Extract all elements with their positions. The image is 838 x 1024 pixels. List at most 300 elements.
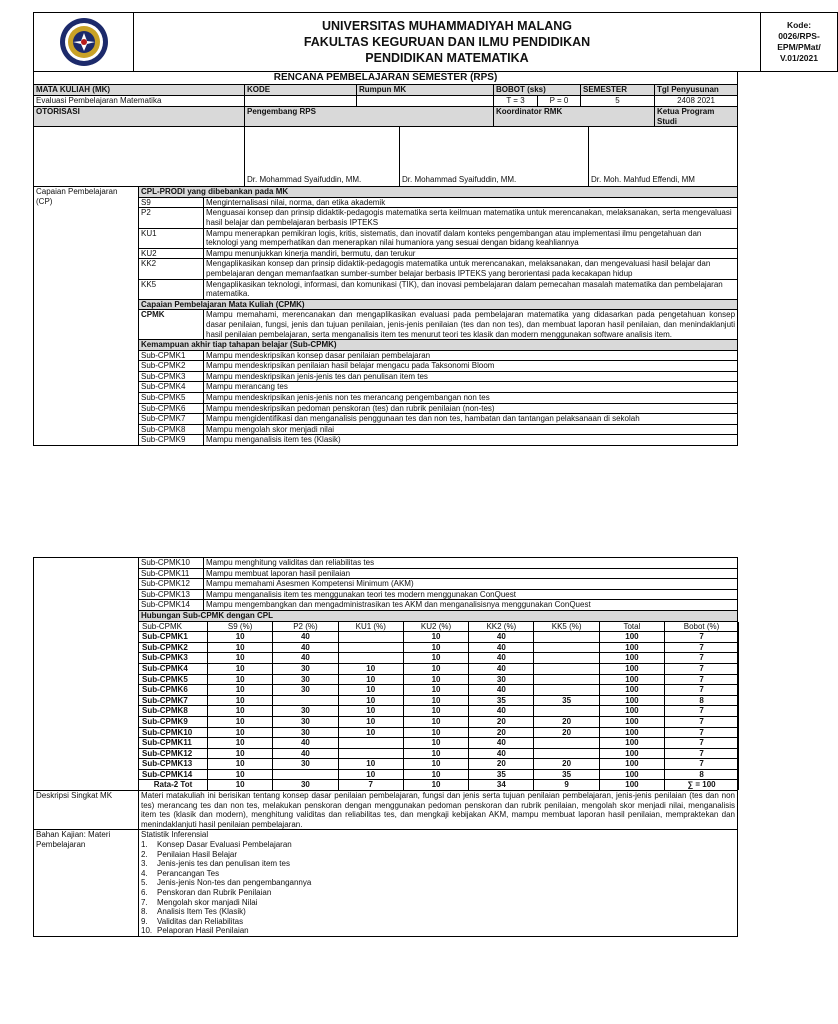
sub-cpmk-code: Sub-CPMK12 bbox=[139, 579, 204, 590]
sub-cpmk-code: Sub-CPMK1 bbox=[139, 350, 204, 361]
sub-cpmk-row bbox=[34, 403, 738, 414]
weight-cell: 10 bbox=[338, 769, 403, 780]
label-capaian: Capaian Pembelajaran (CP) bbox=[34, 187, 139, 446]
weight-column-header: KU2 (%) bbox=[403, 622, 468, 632]
label-deskripsi: Deskripsi Singkat MK bbox=[34, 791, 139, 830]
weight-cell bbox=[534, 685, 599, 696]
weight-cell: 30 bbox=[469, 674, 534, 685]
bahan-item-number: 1. bbox=[141, 840, 148, 850]
weight-cell: 10 bbox=[208, 642, 273, 653]
bahan-item-text: Penskoran dan Rubrik Penilaian bbox=[157, 888, 272, 897]
weight-cell: 10 bbox=[208, 727, 273, 738]
weight-cell: 100 bbox=[599, 653, 664, 664]
weight-cell bbox=[338, 632, 403, 643]
weight-column-header: KK2 (%) bbox=[469, 622, 534, 632]
weight-cell: 10 bbox=[403, 663, 468, 674]
tgl-value: 2408 2021 bbox=[655, 96, 738, 107]
weight-cell: 10 bbox=[338, 663, 403, 674]
weight-cell: 10 bbox=[403, 769, 468, 780]
bahan-item-number: 5. bbox=[141, 878, 148, 888]
sub-cpmk-header: Kemampuan akhir tiap tahapan belajar (Sub-CPMK) bbox=[139, 340, 738, 351]
cpmk-row bbox=[34, 310, 738, 340]
label-koordinator: Koordinator RMK bbox=[494, 107, 655, 127]
weight-cell: 30 bbox=[273, 685, 338, 696]
weight-cell: 100 bbox=[599, 769, 664, 780]
weight-cell: 100 bbox=[599, 759, 664, 770]
bahan-item bbox=[141, 917, 735, 927]
bahan-item-number: 3. bbox=[141, 859, 148, 869]
weight-row-label: Sub-CPMK5 bbox=[139, 674, 208, 685]
cpl-code: KU2 bbox=[139, 248, 204, 259]
weight-row-label: Sub-CPMK2 bbox=[139, 642, 208, 653]
koordinator-signature bbox=[400, 127, 589, 187]
weight-cell: 100 bbox=[599, 706, 664, 717]
weight-cell: 100 bbox=[599, 716, 664, 727]
weight-cell: 8 bbox=[665, 695, 739, 706]
code-line: V.01/2021 bbox=[780, 53, 818, 63]
university-seal-logo bbox=[59, 17, 109, 67]
weight-cell: 7 bbox=[665, 663, 739, 674]
weight-cell: 100 bbox=[599, 685, 664, 696]
cpl-row bbox=[34, 197, 738, 208]
bahan-item-number: 8. bbox=[141, 907, 148, 917]
weight-cell: 7 bbox=[665, 738, 739, 749]
document-code bbox=[761, 13, 838, 72]
bahan-item-text: Konsep Dasar Evaluasi Pembelajaran bbox=[157, 840, 292, 850]
weight-row bbox=[139, 632, 739, 643]
bahan-item-number: 6. bbox=[141, 888, 148, 897]
bahan-item-text: Validitas dan Reliabilitas bbox=[157, 916, 244, 926]
weight-cell bbox=[273, 769, 338, 780]
cpl-code: P2 bbox=[139, 208, 204, 228]
weight-cell: 10 bbox=[208, 738, 273, 749]
weight-cell: 7 bbox=[665, 759, 739, 770]
faculty-name: FAKULTAS KEGURUAN DAN ILMU PENDIDIKAN bbox=[303, 35, 591, 49]
weight-cell: 10 bbox=[403, 780, 468, 790]
sub-cpmk-row bbox=[34, 435, 738, 446]
weight-cell: 40 bbox=[273, 653, 338, 664]
weight-cell: 10 bbox=[403, 642, 468, 653]
deskripsi-table bbox=[33, 790, 738, 937]
bahan-item-number: 4. bbox=[141, 868, 148, 878]
weight-cell: 30 bbox=[273, 727, 338, 738]
weight-cell: 10 bbox=[403, 653, 468, 664]
weight-column-header: P2 (%) bbox=[273, 622, 338, 632]
koordinator-name: Dr. Mohammad Syaifuddin, MM. bbox=[402, 174, 517, 184]
weight-row bbox=[139, 759, 739, 770]
weight-cell bbox=[534, 748, 599, 759]
weight-row-label: Sub-CPMK4 bbox=[139, 663, 208, 674]
weight-row bbox=[139, 674, 739, 685]
weight-table bbox=[139, 622, 739, 791]
weight-cell: 100 bbox=[599, 674, 664, 685]
code-line: EPM/PMat/ bbox=[777, 42, 821, 52]
weight-cell: 10 bbox=[403, 727, 468, 738]
weight-row bbox=[139, 653, 739, 664]
rps-page-1 bbox=[33, 12, 821, 446]
hubungan-header-row bbox=[34, 610, 738, 621]
bahan-item-number: 2. bbox=[141, 849, 148, 859]
bahan-item-text: Analisis Item Tes (Klasik) bbox=[157, 907, 246, 917]
pengembang-signature bbox=[245, 127, 400, 187]
bahan-item bbox=[141, 869, 735, 879]
cpl-header: CPL-PRODI yang dibebankan pada MK bbox=[139, 187, 738, 198]
weight-cell: 10 bbox=[338, 716, 403, 727]
weight-header-row bbox=[139, 622, 739, 632]
cpl-code: KK5 bbox=[139, 279, 204, 299]
bahan-item bbox=[141, 850, 735, 860]
sub-cpmk-code: Sub-CPMK3 bbox=[139, 371, 204, 382]
cpl-text: Menguasai konsep dan prinsip didaktik-pedagogis matematika serta keilmuan matematika untuk merencanakan, melaksanakan, serta mengevaluasi hasil belajar dan pembelajaran berbasis IPTEKS bbox=[204, 208, 738, 228]
weight-cell: 10 bbox=[403, 716, 468, 727]
weight-column-header: KU1 (%) bbox=[338, 622, 403, 632]
weight-cell: 10 bbox=[403, 748, 468, 759]
weight-cell: 40 bbox=[469, 748, 534, 759]
cpl-text: Menginternalisasi nilai, norma, dan etika akademik bbox=[204, 197, 738, 208]
weight-cell: 10 bbox=[208, 674, 273, 685]
sub-cpmk-code: Sub-CPMK6 bbox=[139, 403, 204, 414]
institution-heading bbox=[134, 13, 761, 72]
weight-cell: 10 bbox=[208, 748, 273, 759]
otorisasi-blank bbox=[34, 127, 245, 187]
cpmk-header-row bbox=[34, 299, 738, 310]
sub-cpmk-code: Sub-CPMK5 bbox=[139, 393, 204, 404]
bahan-item bbox=[141, 926, 735, 936]
weight-cell bbox=[534, 653, 599, 664]
sub-cpmk-text: Mampu menghitung validitas dan reliabilitas tes bbox=[204, 558, 738, 569]
code-label: Kode: bbox=[786, 20, 812, 30]
sub-cpmk-text: Mampu membuat laporan hasil penilaian bbox=[204, 568, 738, 579]
weight-cell: 7 bbox=[338, 780, 403, 790]
weight-cell: 10 bbox=[208, 632, 273, 643]
weight-row-label: Sub-CPMK8 bbox=[139, 706, 208, 717]
weight-cell: 34 bbox=[469, 780, 534, 790]
bahan-item-text: Penilaian Hasil Belajar bbox=[157, 849, 238, 859]
sub-cpmk-row bbox=[34, 393, 738, 404]
weight-table-cell bbox=[139, 621, 738, 791]
capaian-table-continued bbox=[33, 557, 738, 791]
weight-cell: 10 bbox=[208, 780, 273, 790]
bahan-item-text: Jenis-jenis Non-tes dan pengembangannya bbox=[157, 878, 312, 888]
hubungan-header: Hubungan Sub-CPMK dengan CPL bbox=[139, 610, 738, 621]
weight-cell: 100 bbox=[599, 642, 664, 653]
weight-cell: 10 bbox=[338, 674, 403, 685]
weight-cell: 30 bbox=[273, 663, 338, 674]
weight-cell: 30 bbox=[273, 706, 338, 717]
document-title: RENCANA PEMBELAJARAN SEMESTER (RPS) bbox=[34, 72, 738, 85]
sub-cpmk-row bbox=[34, 424, 738, 435]
weight-cell: 10 bbox=[208, 706, 273, 717]
weight-cell: 40 bbox=[469, 642, 534, 653]
sub-cpmk-row bbox=[34, 350, 738, 361]
weight-cell: 7 bbox=[665, 727, 739, 738]
weight-cell: 40 bbox=[469, 632, 534, 643]
sub-cpmk-row bbox=[34, 568, 738, 579]
weight-cell: 8 bbox=[665, 769, 739, 780]
sub-cpmk-code: Sub-CPMK11 bbox=[139, 568, 204, 579]
label-kode: KODE bbox=[245, 85, 357, 96]
program-name: PENDIDIKAN MATEMATIKA bbox=[365, 51, 529, 65]
bahan-item-number: 7. bbox=[141, 897, 148, 907]
bahan-item-text: Pelaporan Hasil Penilaian bbox=[157, 926, 249, 936]
weight-column-header: S9 (%) bbox=[208, 622, 273, 632]
weight-cell: 40 bbox=[469, 738, 534, 749]
weight-table-row bbox=[34, 621, 738, 791]
bahan-item bbox=[141, 898, 735, 908]
bahan-item-text: Mengolah skor manjadi Nilai bbox=[157, 897, 258, 907]
weight-row bbox=[139, 695, 739, 706]
weight-column-header: KK5 (%) bbox=[534, 622, 599, 632]
sub-cpmk-text: Mampu mendeskripsikan pedoman penskoran (tes) dan rubrik penilaian (non-tes) bbox=[204, 403, 738, 414]
weight-row-label: Sub-CPMK10 bbox=[139, 727, 208, 738]
weight-cell: 10 bbox=[403, 674, 468, 685]
cpmk-code: CPMK bbox=[139, 310, 204, 340]
code-line: 0026/RPS- bbox=[778, 31, 820, 41]
sub-cpmk-text: Mampu mengolah skor menjadi nilai bbox=[204, 424, 738, 435]
weight-row-label: Sub-CPMK12 bbox=[139, 748, 208, 759]
weight-cell: 9 bbox=[534, 780, 599, 790]
cpl-row bbox=[34, 208, 738, 228]
weight-row-label: Sub-CPMK14 bbox=[139, 769, 208, 780]
cpl-text: Mampu menunjukkan kinerja mandiri, bermutu, dan terukur bbox=[204, 248, 738, 259]
sub-cpmk-row bbox=[34, 579, 738, 590]
weight-row-label: Sub-CPMK7 bbox=[139, 695, 208, 706]
weight-cell: 10 bbox=[208, 653, 273, 664]
weight-cell: 35 bbox=[534, 695, 599, 706]
weight-cell: 100 bbox=[599, 632, 664, 643]
weight-column-header: Sub-CPMK bbox=[139, 622, 208, 632]
sub-cpmk-text: Mampu mendeskripsikan konsep dasar penilaian pembelajaran bbox=[204, 350, 738, 361]
capaian-table bbox=[33, 186, 738, 446]
weight-cell: 40 bbox=[273, 632, 338, 643]
weight-cell bbox=[534, 663, 599, 674]
label-otorisasi: OTORISASI bbox=[34, 107, 245, 127]
weight-cell: 35 bbox=[534, 769, 599, 780]
deskripsi-text: Materi matakuliah ini berisikan tentang konsep dasar penilaian pembelajaran, fungsi dan jenis serta tujuan penilaian pembelajaran, jenis-jenis penilaian (tes dan non tes) merancang tes dan non tes, melakukan penskoran dengan menggunakan pedoman penskoran dan rubrik penilaian, mengolah skor menjadi nilai, menganalisis item tes (klasik dan modern), menghitung validitas dan reliabilitas tes, dan mengkaji kebijakan AKM, mampu membuat laporan hasil penilaian, mempraktekan dan menindaklanjuti hasil penilaian pembelajaran. bbox=[139, 791, 738, 830]
weight-cell: 20 bbox=[534, 716, 599, 727]
weight-cell: 100 bbox=[599, 780, 664, 790]
cpl-row bbox=[34, 279, 738, 299]
weight-cell: 100 bbox=[599, 738, 664, 749]
cpl-code: KU1 bbox=[139, 228, 204, 248]
sub-cpmk-code: Sub-CPMK10 bbox=[139, 558, 204, 569]
weight-cell: 10 bbox=[338, 685, 403, 696]
sub-cpmk-text: Mampu mengembangkan dan mengadministrasikan tes AKM dan menganalisisnya menggunakan ConQuest bbox=[204, 600, 738, 611]
weight-cell: 10 bbox=[208, 716, 273, 727]
sub-cpmk-code: Sub-CPMK2 bbox=[139, 361, 204, 372]
weight-row bbox=[139, 642, 739, 653]
bahan-list bbox=[141, 840, 735, 936]
label-semester: SEMESTER bbox=[581, 85, 655, 96]
weight-row-label: Sub-CPMK11 bbox=[139, 738, 208, 749]
ketua-signature bbox=[589, 127, 738, 187]
weight-cell: 10 bbox=[338, 706, 403, 717]
weight-cell: ∑ = 100 bbox=[665, 780, 739, 790]
weight-cell: 10 bbox=[403, 738, 468, 749]
weight-row bbox=[139, 780, 739, 790]
cpmk-header: Capaian Pembelajaran Mata Kuliah (CPMK) bbox=[139, 299, 738, 310]
bobot-teori: T = 3 bbox=[494, 96, 538, 107]
bobot-praktik: P = 0 bbox=[538, 96, 581, 107]
sub-cpmk-text: Mampu menganalisis item tes menggunakan teori tes modern menggunakan ConQuest bbox=[204, 589, 738, 600]
weight-row-label: Sub-CPMK13 bbox=[139, 759, 208, 770]
weight-row bbox=[139, 716, 739, 727]
weight-cell: 7 bbox=[665, 674, 739, 685]
weight-cell: 35 bbox=[469, 695, 534, 706]
weight-row bbox=[139, 663, 739, 674]
bahan-item bbox=[141, 888, 735, 898]
weight-cell bbox=[534, 738, 599, 749]
cpl-row bbox=[34, 248, 738, 259]
sub-cpmk-row bbox=[34, 361, 738, 372]
ketua-name: Dr. Moh. Mahfud Effendi, MM bbox=[591, 174, 695, 184]
weight-row-label: Sub-CPMK1 bbox=[139, 632, 208, 643]
sub-cpmk-row bbox=[34, 382, 738, 393]
weight-cell: 40 bbox=[273, 642, 338, 653]
weight-cell: 100 bbox=[599, 727, 664, 738]
logo-cell bbox=[34, 13, 134, 72]
weight-cell bbox=[534, 674, 599, 685]
cpl-text: Mengaplikasikan teknologi, informasi, dan komunikasi (TIK), dan inovasi pembelajaran dalam pemecahan masalah matematika dan pembelajaran matematika. bbox=[204, 279, 738, 299]
weight-cell: 10 bbox=[208, 759, 273, 770]
weight-cell: 10 bbox=[208, 769, 273, 780]
rps-page-2 bbox=[33, 557, 737, 937]
weight-cell: 40 bbox=[469, 706, 534, 717]
capaian-continued-blank bbox=[34, 558, 139, 791]
label-tgl: Tgl Penyusunan bbox=[655, 85, 738, 96]
weight-cell: 20 bbox=[469, 759, 534, 770]
bahan-item bbox=[141, 907, 735, 917]
cpl-code: S9 bbox=[139, 197, 204, 208]
sub-cpmk-row bbox=[34, 600, 738, 611]
weight-row bbox=[139, 738, 739, 749]
sub-cpmk-row bbox=[34, 589, 738, 600]
bahan-item bbox=[141, 859, 735, 869]
weight-cell: 10 bbox=[403, 706, 468, 717]
sub-cpmk-text: Mampu mengidentifikasi dan menganalisis penggunaan tes dan non tes, hambatan dan tantangan pelaksanaan di sekolah bbox=[204, 414, 738, 425]
weight-cell: 30 bbox=[273, 780, 338, 790]
weight-cell: 7 bbox=[665, 716, 739, 727]
cpl-text: Mampu menerapkan pemikiran logis, kritis, sistematis, dan inovatif dalam konteks pengembangan atau implementasi ilmu pengetahuan dan teknologi yang memperhatikan dan menerapkan nilai humaniora yang sesuai dengan bidang keahliannya bbox=[204, 228, 738, 248]
weight-cell bbox=[534, 706, 599, 717]
sub-cpmk-code: Sub-CPMK14 bbox=[139, 600, 204, 611]
bahan-intro: Statistik Inferensial bbox=[141, 830, 209, 840]
sub-cpmk-row bbox=[34, 558, 738, 569]
weight-cell: 100 bbox=[599, 663, 664, 674]
weight-cell: 20 bbox=[469, 727, 534, 738]
course-kode bbox=[245, 96, 357, 107]
weight-row bbox=[139, 685, 739, 696]
cpmk-text: Mampu memahami, merencanakan dan mengaplikasikan evaluasi pada pembelajaran matematika yang didasarkan pada pengetahuan konsep dasar penilaian, fungsi, jenis dan tujuan penilaian, jenis-jenis penilaian (tes dan non tes), dan membuat laporan hasil penilaian, dan menindaklanjuti hasil penilaian pembelajaran, serta menganalisis item tes menurut teori tes klasik dan modern menggunakan software analisis item. bbox=[204, 310, 738, 340]
weight-row bbox=[139, 748, 739, 759]
weight-cell: 10 bbox=[403, 759, 468, 770]
bahan-item-number: 9. bbox=[141, 916, 148, 926]
sub-cpmk-text: Mampu mendeskripsikan penilaian hasil belajar mengacu pada Taksonomi Bloom bbox=[204, 361, 738, 372]
weight-cell: 40 bbox=[273, 738, 338, 749]
label-pengembang: Pengembang RPS bbox=[245, 107, 494, 127]
weight-row-label: Sub-CPMK3 bbox=[139, 653, 208, 664]
sub-cpmk-code: Sub-CPMK8 bbox=[139, 424, 204, 435]
sub-cpmk-text: Mampu merancang tes bbox=[204, 382, 738, 393]
cpl-row bbox=[34, 259, 738, 279]
weight-cell: 10 bbox=[208, 663, 273, 674]
sub-cpmk-text: Mampu mendeskripsikan jenis-jenis tes dan penulisan item tes bbox=[204, 371, 738, 382]
sub-cpmk-code: Sub-CPMK4 bbox=[139, 382, 204, 393]
cpl-code: KK2 bbox=[139, 259, 204, 279]
weight-column-header: Bobot (%) bbox=[665, 622, 739, 632]
bahan-kajian bbox=[139, 830, 738, 937]
university-name: UNIVERSITAS MUHAMMADIYAH MALANG bbox=[322, 19, 572, 33]
bahan-item-text: Jenis-jenis tes dan penulisan item tes bbox=[157, 859, 290, 869]
weight-cell: 100 bbox=[599, 695, 664, 706]
sub-cpmk-header-row bbox=[34, 340, 738, 351]
bahan-item-number: 10. bbox=[141, 926, 153, 936]
weight-cell: 7 bbox=[665, 706, 739, 717]
weight-cell bbox=[338, 653, 403, 664]
weight-cell: 10 bbox=[208, 695, 273, 706]
weight-column-header: Total bbox=[599, 622, 664, 632]
bahan-item bbox=[141, 840, 735, 850]
label-ketua: Ketua Program Studi bbox=[655, 107, 738, 127]
label-bahan: Bahan Kajian: Materi Pembelajaran bbox=[34, 830, 139, 937]
weight-row-label: Sub-CPMK6 bbox=[139, 685, 208, 696]
weight-row bbox=[139, 769, 739, 780]
weight-cell: 40 bbox=[469, 663, 534, 674]
weight-cell: 10 bbox=[403, 632, 468, 643]
sub-cpmk-code: Sub-CPMK9 bbox=[139, 435, 204, 446]
bahan-item bbox=[141, 878, 735, 888]
weight-cell: 20 bbox=[534, 759, 599, 770]
weight-cell: 40 bbox=[273, 748, 338, 759]
weight-cell bbox=[338, 738, 403, 749]
weight-row-label: Rata-2 Tot bbox=[139, 780, 208, 790]
weight-cell: 10 bbox=[338, 759, 403, 770]
sub-cpmk-code: Sub-CPMK7 bbox=[139, 414, 204, 425]
weight-cell: 7 bbox=[665, 642, 739, 653]
sub-cpmk-row bbox=[34, 414, 738, 425]
weight-cell: 20 bbox=[534, 727, 599, 738]
weight-cell bbox=[273, 695, 338, 706]
weight-cell: 20 bbox=[469, 716, 534, 727]
course-rumpun bbox=[357, 96, 494, 107]
semester-value: 5 bbox=[581, 96, 655, 107]
sub-cpmk-code: Sub-CPMK13 bbox=[139, 589, 204, 600]
course-name: Evaluasi Pembelajaran Matematika bbox=[34, 96, 245, 107]
label-rumpun: Rumpun MK bbox=[357, 85, 494, 96]
weight-row bbox=[139, 706, 739, 717]
sub-cpmk-text: Mampu menganalisis item tes (Klasik) bbox=[204, 435, 738, 446]
weight-row-label: Sub-CPMK9 bbox=[139, 716, 208, 727]
weight-cell: 10 bbox=[403, 695, 468, 706]
bahan-item-text: Perancangan Tes bbox=[157, 868, 220, 878]
weight-cell: 30 bbox=[273, 716, 338, 727]
weight-cell: 10 bbox=[338, 695, 403, 706]
weight-cell bbox=[338, 748, 403, 759]
weight-cell: 30 bbox=[273, 674, 338, 685]
label-mk: MATA KULIAH (MK) bbox=[34, 85, 245, 96]
cpl-row bbox=[34, 228, 738, 248]
weight-cell: 40 bbox=[469, 653, 534, 664]
sub-cpmk-row bbox=[34, 371, 738, 382]
sub-cpmk-text: Mampu mendeskripsikan jenis-jenis non tes merancang pengembangan non tes bbox=[204, 393, 738, 404]
weight-cell: 7 bbox=[665, 685, 739, 696]
weight-row bbox=[139, 727, 739, 738]
weight-cell: 100 bbox=[599, 748, 664, 759]
pengembang-name: Dr. Mohammad Syaifuddin, MM. bbox=[247, 174, 362, 184]
weight-cell bbox=[534, 632, 599, 643]
weight-cell: 10 bbox=[403, 685, 468, 696]
weight-cell bbox=[338, 642, 403, 653]
